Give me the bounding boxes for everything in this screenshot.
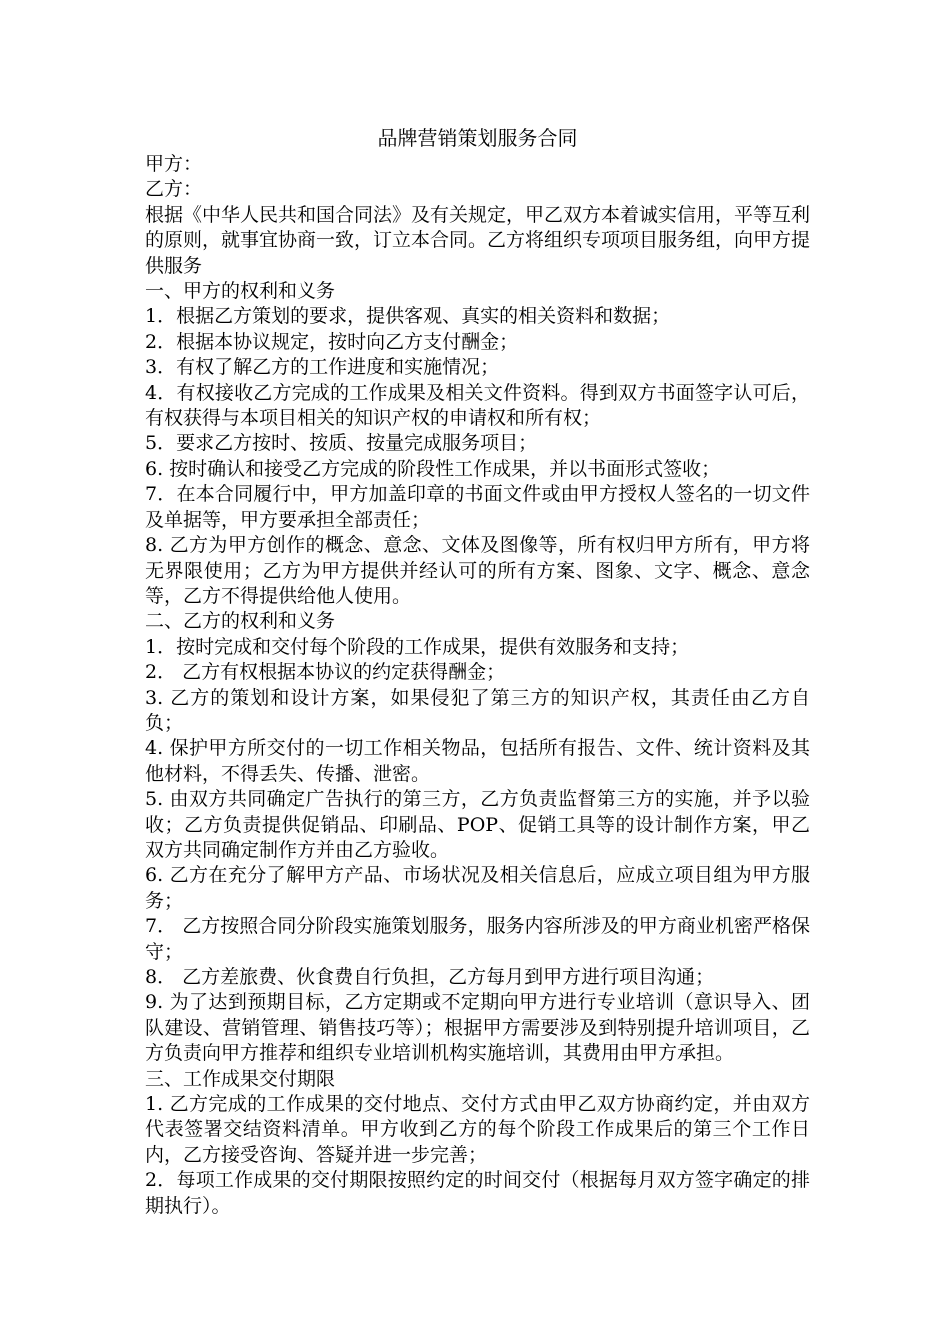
clause-2-8: 8． 乙方差旅费、伙食费自行负担，乙方每月到甲方进行项目沟通； <box>145 966 715 988</box>
preamble-paragraph: 根据《中华人民共和国合同法》及有关规定，甲乙双方本着诚实信用，平等互利的原则，就事宜协商一致，订立本合同。乙方将组织专项项目服务组，向甲方提供服务 <box>145 203 811 277</box>
clause-3-2: 2．每项工作成果的交付期限按照约定的时间交付（根据每月双方签字确定的排期执行）。 <box>145 1169 810 1217</box>
document-page <box>145 124 810 1219</box>
clause-2-1: 1．按时完成和交付每个阶段的工作成果，提供有效服务和支持； <box>145 635 690 658</box>
clause-2-4: 4. 保护甲方所交付的一切工作相关物品，包括所有报告、文件、统计资料及其他材料，不得丢失、传播、泄密。 <box>145 737 810 785</box>
clause-1-6: 6. 按时确认和接受乙方完成的阶段性工作成果，并以书面形式签收； <box>145 457 721 480</box>
section-heading-3: 三、工作成果交付期限 <box>145 1067 336 1090</box>
clause-1-8: 8. 乙方为甲方创作的概念、意念、文体及图像等，所有权归甲方所有，甲方将无界限使用；乙方为甲方提供并经认可的所有方案、图象、文字、概念、意念等，乙方不得提供给他人使用。 <box>145 534 810 607</box>
clause-2-6: 6. 乙方在充分了解甲方产品、市场状况及相关信息后，应成立项目组为甲方服务； <box>145 864 810 912</box>
clause-2-5: 5. 由双方共同确定广告执行的第三方，乙方负责监督第三方的实施，并予以验收；乙方负责提供促销品、印刷品、POP、促销工具等的设计制作方案，甲乙双方共同确定制作方并由乙方验收。 <box>145 788 810 861</box>
party-b-line: 乙方： <box>145 178 203 201</box>
clause-1-4: 4．有权接收乙方完成的工作成果及相关文件资料。得到双方书面签字认可后，有权获得与本项目相关的知识产权的申请权和所有权； <box>145 381 810 430</box>
document-title: 品牌营销策划服务合同 <box>377 126 578 150</box>
clause-2-9: 9. 为了达到预期目标，乙方定期或不定期向甲方进行专业培训（意识导入、团队建设、营销管理、销售技巧等）；根据甲方需要涉及到特别提升培训项目，乙方负责向甲方推荐和组织专业培训机构实施培训，其费用由甲方承担。 <box>145 991 810 1065</box>
clause-3-1: 1. 乙方完成的工作成果的交付地点、交付方式由甲乙双方协商约定，并由双方代表签署交结资料清单。甲方收到乙方的每个阶段工作成果后的第三个工作日内，乙方接受咨询、答疑并进一步完善； <box>145 1093 810 1166</box>
clause-1-3: 3．有权了解乙方的工作进度和实施情况； <box>145 356 500 379</box>
section-heading-1: 一、甲方的权利和义务 <box>145 280 336 303</box>
clause-2-7: 7． 乙方按照合同分阶段实施策划服务，服务内容所涉及的甲方商业机密严格保守； <box>145 915 810 963</box>
clause-2-2: 2． 乙方有权根据本协议的约定获得酬金； <box>145 661 506 684</box>
clause-2-3: 3. 乙方的策划和设计方案，如果侵犯了第三方的知识产权，其责任由乙方自负； <box>145 686 810 734</box>
section-heading-2: 二、乙方的权利和义务 <box>145 610 336 633</box>
party-a-line: 甲方： <box>145 153 203 175</box>
clause-1-7: 7．在本合同履行中，甲方加盖印章的书面文件或由甲方授权人签名的一切文件及单据等，甲方要承担全部责任； <box>145 483 810 531</box>
clause-1-5: 5．要求乙方按时、按质、按量完成服务项目； <box>145 432 538 455</box>
clause-1-2: 2．根据本协议规定，按时向乙方支付酬金； <box>145 330 519 353</box>
clause-1-1: 1．根据乙方策划的要求，提供客观、真实的相关资料和数据； <box>145 305 671 328</box>
